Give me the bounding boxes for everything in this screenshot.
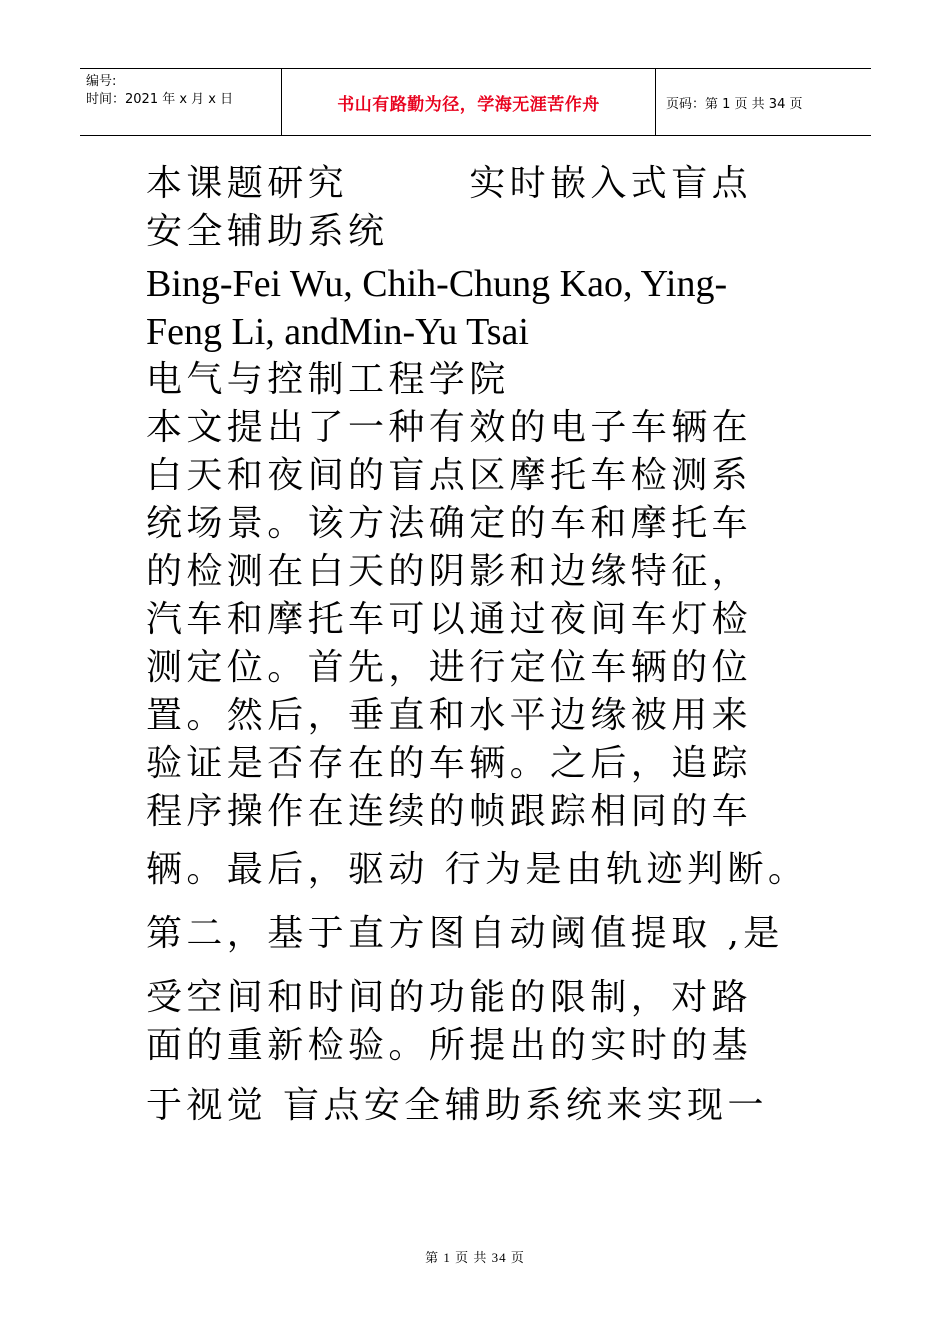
body-line: 白天和夜间的盲点区摩托车检测系 (146, 455, 753, 496)
body-line: 测定位。首先，进行定位车辆的位 (146, 647, 753, 688)
body-line: 第二，基于直方图自动阈值提取 ,是 (146, 913, 784, 954)
page-footer (0, 1247, 950, 1266)
date-label: 时间：2021 年 x 月 x 日 (86, 92, 234, 107)
title-line-2: 安全辅助系统 (146, 211, 389, 252)
document-header (80, 68, 871, 136)
body-line: 受空间和时间的功能的限制，对路 (146, 977, 753, 1018)
body-line: 辆。最后，驱动 行为是由轨迹判断。 (146, 849, 809, 890)
page-info: 页码：第 1 页 共 34 页 (666, 96, 803, 112)
authors-line-2: Feng Li, andMin-Yu Tsai (146, 311, 529, 353)
body-line: 于视觉 盲点安全辅助系统来实现一 (146, 1085, 768, 1126)
body-line: 汽车和摩托车可以通过夜间车灯检 (146, 599, 753, 640)
footer-page-number: 第 1 页 共 34 页 (425, 1250, 525, 1265)
body-line: 程序操作在连续的帧跟踪相同的车 (146, 791, 753, 832)
header-meta (80, 69, 282, 135)
header-page-cell (656, 69, 871, 135)
motto-text: 书山有路勤为径，学海无涯苦作舟 (337, 94, 600, 115)
authors-line-1: Bing-Fei Wu, Chih-Chung Kao, Ying- (146, 263, 728, 305)
body-line: 验证是否存在的车辆。之后，追踪 (146, 743, 753, 784)
body-line: 的检测在白天的阴影和边缘特征， (146, 551, 753, 592)
header-motto-cell (282, 69, 656, 135)
body-line: 统场景。该方法确定的车和摩托车 (146, 503, 753, 544)
serial-number-label: 编号: (86, 74, 117, 89)
body-line: 本文提出了一种有效的电子车辆在 (146, 407, 753, 448)
body-line: 面的重新检验。所提出的实时的基 (146, 1025, 753, 1066)
institution: 电气与控制工程学院 (146, 359, 510, 400)
title-line-1: 本课题研究 实时嵌入式盲点 (146, 163, 753, 204)
document-body (146, 160, 809, 1130)
body-line: 置。然后，垂直和水平边缘被用来 (146, 695, 753, 736)
